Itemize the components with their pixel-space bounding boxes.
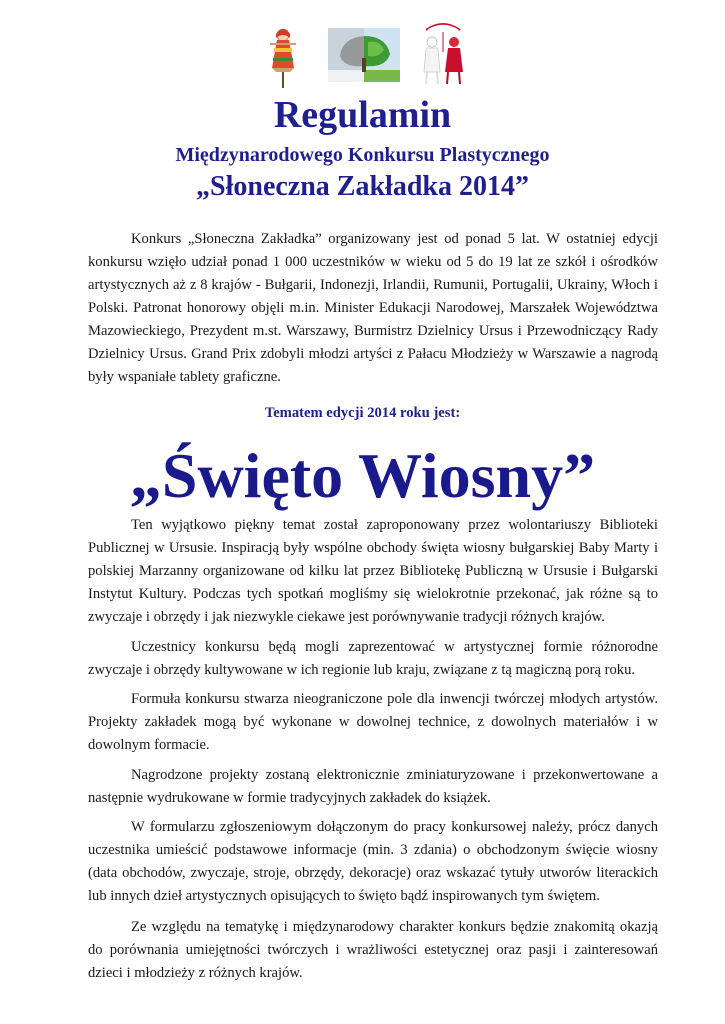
document-subtitle: Międzynarodowego Konkursu Plastycznego xyxy=(175,144,550,166)
martenitsa-icon xyxy=(416,22,470,86)
paragraph-3: Formuła konkursu stwarza nieograniczone pole dla inwencji twórczej młodych artystów. Projekty zakładek mogą być wykonane w dowolnej technice, z dowolnych materiałów i w dowolnym formacie. xyxy=(88,691,658,753)
marzanna-doll-icon xyxy=(268,26,298,88)
header-images xyxy=(0,22,725,88)
paragraph-4: Nagrodzone projekty zostaną elektronicznie zminiaturyzowane i przekonwertowane a następnie wydrukowane w formie tradycyjnych zakładek do książek. xyxy=(88,767,658,806)
paragraph-6: Ze względu na tematykę i międzynarodowy charakter konkurs będzie znakomitą okazją do porównania umiejętności twórczych i wrażliwości estetycznej oraz pasji i zainteresowań dzieci i młodzieży z różnych krajów. xyxy=(88,919,658,981)
theme-intro: Tematem edycji 2014 roku jest: xyxy=(264,405,461,421)
paragraph-5: W formularzu zgłoszeniowym dołączonym do pracy konkursowej należy, prócz danych uczestnika umieścić podstawowe informacje (min. 3 zdania) o obchodzonym święcie wiosny (data obchodów, zwyczaje, stroje, obrzędy, dekoracje) oraz wskazać tytuły utworów literackich lub innych dzieł artystycznych opisujących to święto bądź inspirowanych tym świętem. xyxy=(88,819,658,904)
paragraph-1: Ten wyjątkowo piękny temat został zaproponowany przez wolontariuszy Biblioteki Publicznej w Ursusie. Inspiracją były wspólne obchody święta wiosny bułgarskiej Baby Marty i polskiej Marzanny organizowane od kilku lat przez Bibliotekę Publiczną w Ursusie i Bułgarski Instytut Kultury. Podczas tych spotkań mogliśmy się wielokrotnie przekonać, jak różne są to zwyczaje i obrzędy i jak niezwykle ciekawe jest porównywanie tradycji różnych krajów. xyxy=(88,517,658,625)
intro-paragraph: Konkurs „Słoneczna Zakładka” organizowany jest od ponad 5 lat. W ostatniej edycji konkursu wzięło udział ponad 1 000 uczestników w wieku od 5 do 19 lat ze szkół i ośrodków artystycznych aż z 8 krajów - Bułgarii, Indonezji, Irlandii, Rumunii, Portugalii, Ukrainy, Włoch i Polski. Patronat honorowy objęli m.in. Minister Edukacji Narodowej, Marszałek Województwa Mazowieckiego, Prezydent m.st. Warszawy, Burmistrz Dzielnicy Ursus i Przewodniczący Rady Dzielnicy Ursus. Grand Prix zdobyli młodzi artyści z Pałacu Młodzieży w Warszawie a nagrodą były wspaniałe tablety graficzne. xyxy=(88,231,658,385)
paragraph-2: Uczestnicy konkursu będą mogli zaprezentować w artystycznej formie różnorodne zwyczaje i obrzędy kultywowane w ich regionie lub kraju, związane z tą magiczną porą roku. xyxy=(88,639,658,678)
theme-title: „Święto Wiosny” xyxy=(129,440,596,511)
four-seasons-tree-icon xyxy=(328,28,400,82)
contest-name: „Słoneczna Zakładka 2014” xyxy=(196,171,529,202)
document-title: Regulamin xyxy=(273,94,452,136)
